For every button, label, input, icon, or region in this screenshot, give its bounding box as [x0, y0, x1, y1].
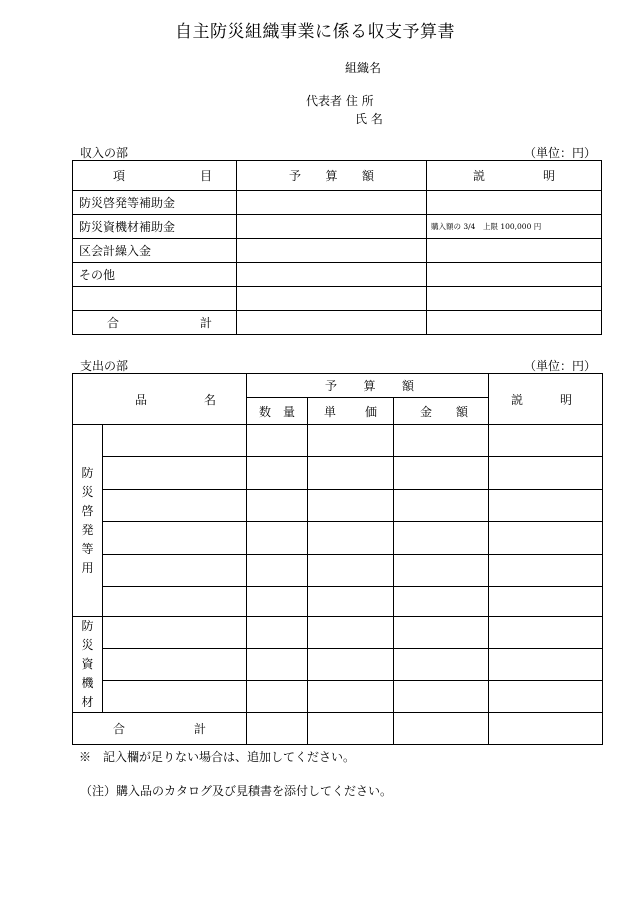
income-header-item — [73, 161, 237, 191]
expense-unit-price-cell[interactable] — [308, 522, 394, 555]
expense-item-cell[interactable] — [103, 522, 247, 555]
expense-desc-cell[interactable] — [489, 587, 603, 617]
header-char: 明 — [542, 169, 555, 183]
header-char: 明 — [559, 392, 572, 407]
expense-qty-cell[interactable] — [247, 555, 308, 587]
expense-qty-cell[interactable] — [247, 425, 308, 457]
income-table — [72, 160, 602, 335]
group-char: 機 — [81, 676, 94, 690]
group-char: 用 — [81, 560, 94, 575]
group-char: 等 — [81, 541, 94, 556]
header-char: 額 — [361, 169, 374, 183]
expense-amount-cell[interactable] — [394, 617, 489, 649]
expense-amount-cell[interactable] — [394, 555, 489, 587]
expense-total-desc-cell[interactable] — [489, 713, 603, 745]
expense-amount-cell[interactable] — [394, 425, 489, 457]
expense-amount-cell[interactable] — [394, 649, 489, 681]
expense-total-row — [73, 713, 603, 745]
income-total-budget-cell[interactable] — [237, 311, 427, 335]
expense-unit-price-cell[interactable] — [308, 457, 394, 490]
expense-desc-cell[interactable] — [489, 649, 603, 681]
group-char: 災 — [81, 638, 94, 652]
table-row — [73, 522, 603, 555]
expense-unit-price-cell[interactable] — [308, 617, 394, 649]
expense-group-label-equipment — [73, 617, 103, 713]
expense-item-cell[interactable] — [103, 617, 247, 649]
representative-name-label: 氏 名 — [355, 112, 383, 126]
expense-header-item — [73, 374, 247, 425]
income-total-desc-cell[interactable] — [427, 311, 602, 335]
header-char: 予 — [289, 169, 302, 183]
expense-qty-cell[interactable] — [247, 681, 308, 713]
footnote-attach-catalog: （注）購入品のカタログ及び見積書を添付してください。 — [80, 784, 393, 798]
expense-unit-price-cell[interactable] — [308, 681, 394, 713]
expense-section-label: 支出の部 — [80, 359, 129, 373]
group-char: 資 — [81, 657, 94, 671]
expense-qty-cell[interactable] — [247, 522, 308, 555]
expense-qty-cell[interactable] — [247, 617, 308, 649]
expense-total-unit-price-cell[interactable] — [308, 713, 394, 745]
expense-desc-cell[interactable] — [489, 425, 603, 457]
income-unit-label: （単位：円） — [524, 146, 597, 160]
income-budget-cell[interactable] — [237, 215, 427, 239]
income-item-cell: 区会計繰入金 — [73, 239, 237, 263]
expense-item-cell[interactable] — [103, 681, 247, 713]
expense-desc-cell[interactable] — [489, 490, 603, 522]
expense-total-qty-cell[interactable] — [247, 713, 308, 745]
header-char: 価 — [364, 404, 377, 419]
header-char: 説 — [511, 392, 524, 407]
expense-total-label — [73, 713, 247, 745]
expense-header-qty — [247, 398, 308, 425]
expense-header-unit-price — [308, 398, 394, 425]
income-section-label: 収入の部 — [80, 146, 129, 160]
representative-address-label: 代表者 住 所 — [306, 94, 374, 108]
expense-item-cell[interactable] — [103, 555, 247, 587]
income-header-row — [73, 161, 602, 191]
income-header-desc — [427, 161, 602, 191]
expense-qty-cell[interactable] — [247, 457, 308, 490]
expense-unit-price-cell[interactable] — [308, 649, 394, 681]
header-char: 単 — [324, 404, 337, 419]
page-title: 自主防災組織事業に係る収支予算書 — [175, 22, 455, 42]
income-item-cell: 防災資機材補助金 — [73, 215, 237, 239]
income-total-row — [73, 311, 602, 335]
header-char: 名 — [203, 392, 216, 407]
header-char: 予 — [325, 379, 338, 393]
table-row — [73, 490, 603, 522]
org-name-label: 組織名 — [345, 61, 382, 75]
income-budget-cell[interactable] — [237, 191, 427, 215]
income-budget-cell[interactable] — [237, 263, 427, 287]
expense-amount-cell[interactable] — [394, 457, 489, 490]
expense-amount-cell[interactable] — [394, 587, 489, 617]
expense-unit-label: （単位：円） — [524, 359, 597, 373]
expense-item-cell[interactable] — [103, 490, 247, 522]
header-char: 額 — [455, 404, 468, 419]
income-total-label — [73, 311, 237, 335]
header-char: 目 — [199, 169, 212, 183]
expense-desc-cell[interactable] — [489, 617, 603, 649]
income-desc-cell[interactable]: 購入額の 3/4 上限 100,000 円 — [427, 215, 602, 239]
expense-header-row — [73, 374, 603, 398]
header-char: 数 — [259, 404, 272, 419]
expense-item-cell[interactable] — [103, 649, 247, 681]
table-row — [73, 215, 602, 239]
expense-amount-cell[interactable] — [394, 681, 489, 713]
table-row — [73, 239, 602, 263]
income-item-cell[interactable] — [73, 287, 237, 311]
income-item-cell: 防災啓発等補助金 — [73, 191, 237, 215]
table-row — [73, 587, 603, 617]
expense-desc-cell[interactable] — [489, 555, 603, 587]
table-row — [73, 191, 602, 215]
expense-qty-cell[interactable] — [247, 490, 308, 522]
group-char: 防 — [81, 619, 94, 633]
expense-group-label-awareness — [73, 425, 103, 617]
total-char: 合 — [113, 722, 126, 736]
header-char: 算 — [363, 379, 376, 393]
income-budget-cell[interactable] — [237, 287, 427, 311]
expense-desc-cell[interactable] — [489, 681, 603, 713]
table-row — [73, 457, 603, 490]
expense-desc-cell[interactable] — [489, 522, 603, 555]
header-char: 項 — [113, 169, 126, 183]
table-row — [73, 681, 603, 713]
income-budget-cell[interactable] — [237, 239, 427, 263]
expense-total-amount-cell[interactable] — [394, 713, 489, 745]
income-desc-cell[interactable] — [427, 191, 602, 215]
expense-qty-cell[interactable] — [247, 587, 308, 617]
table-row — [73, 425, 603, 457]
table-row — [73, 617, 603, 649]
header-char: 金 — [420, 404, 433, 419]
header-char: 算 — [325, 169, 338, 183]
header-char: 額 — [401, 379, 414, 393]
income-item-cell: その他 — [73, 263, 237, 287]
income-header-budget — [237, 161, 427, 191]
expense-item-cell[interactable] — [103, 587, 247, 617]
expense-table — [72, 373, 603, 745]
table-row — [73, 649, 603, 681]
income-desc-cell[interactable] — [427, 239, 602, 263]
group-char: 防 — [81, 465, 94, 480]
expense-item-cell[interactable] — [103, 457, 247, 490]
expense-unit-price-cell[interactable] — [308, 490, 394, 522]
expense-amount-cell[interactable] — [394, 490, 489, 522]
expense-unit-price-cell[interactable] — [308, 587, 394, 617]
table-row — [73, 555, 603, 587]
expense-qty-cell[interactable] — [247, 649, 308, 681]
total-char: 計 — [193, 722, 206, 736]
header-char: 量 — [282, 404, 295, 419]
footnote-add-rows: ※ 記入欄が足りない場合は、追加してください。 — [79, 750, 356, 764]
expense-amount-cell[interactable] — [394, 522, 489, 555]
expense-item-cell[interactable] — [103, 425, 247, 457]
header-char: 説 — [473, 169, 486, 183]
table-row — [73, 287, 602, 311]
expense-unit-price-cell[interactable] — [308, 555, 394, 587]
expense-header-amount — [394, 398, 489, 425]
group-char: 啓 — [81, 503, 94, 518]
group-char: 災 — [81, 484, 94, 499]
group-char: 発 — [81, 522, 94, 537]
expense-desc-cell[interactable] — [489, 457, 603, 490]
income-desc-cell[interactable] — [427, 287, 602, 311]
total-char: 計 — [199, 316, 212, 330]
expense-header-budget — [247, 374, 489, 398]
income-desc-cell[interactable] — [427, 263, 602, 287]
header-char: 品 — [135, 392, 148, 407]
expense-header-desc — [489, 374, 603, 425]
table-row — [73, 263, 602, 287]
total-char: 合 — [107, 316, 120, 330]
group-char: 材 — [81, 695, 94, 709]
expense-unit-price-cell[interactable] — [308, 425, 394, 457]
